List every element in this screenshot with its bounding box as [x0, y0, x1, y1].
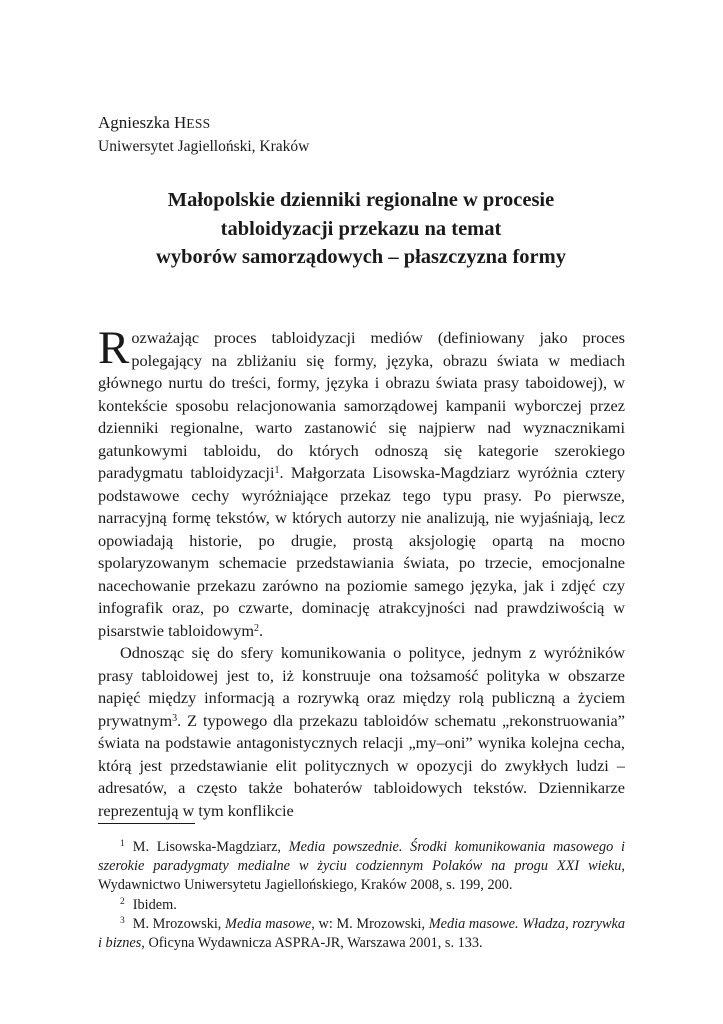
footnote-2-number: 2: [120, 896, 125, 907]
paragraph-1-end: .: [259, 620, 264, 640]
paragraph-1-text-b: . Małgorzata Lisowska-Magdziarz wyróżnia cztery podstawowe cechy wyróżniające przekaz tego typu prasy. Po pierwsze, narracyjną formę tekstów, w których autorzy nie analizują, nie wyjaśniają, lecz opowiadają historie, po drugie, prostą aksjologię opartą na mocno spolaryzowanym schemacie przedstawiania świata, po trzecie, emocjonalne nacechowanie przekazu zarówno na poziomie samego języka, jak i zdjęć czy infografik oraz, po czwarte, dominację atrakcyjności nad prawdziwością w pisarstwie tabloidowym: [98, 463, 625, 640]
author-surname-small-caps: ESS: [186, 116, 211, 131]
author-first-name: Agnieszka H: [98, 113, 187, 132]
footnote-2: [98, 896, 625, 915]
paragraph-2-text-b: . Z typowego dla przekazu tabloidów schematu „rekonstruowania” świata na podstawie antagonistycznych relacji „my–oni” wynika kolejna cecha, którą jest przedstawianie elit politycznych w opozycji do zwykłych ludzi – adresatów, a często także bohaterów tabloidowych tekstów. Dziennikarze reprezentują w tym konflikcie: [98, 710, 625, 820]
article-body: [98, 322, 625, 822]
title-line-3: wyborów samorządowych – płaszczyzna formy: [156, 246, 566, 268]
footnote-ref-3[interactable]: 3: [172, 712, 178, 724]
footnote-separator: [98, 823, 195, 824]
author-affiliation: Uniwersytet Jagielloński, Kraków: [98, 138, 310, 155]
footnote-1-number: 1: [120, 839, 125, 849]
footnote-3: [98, 915, 625, 953]
paragraph-1-text-a: ozważając proces tabloidyzacji mediów (definiowany jako proces polegający na zbliżaniu się formy, języka, obrazu świata w mediach głównego nurtu do treści, formy, języka i obrazu świata prasy taboidowej), w kontekście sposobu relacjonowania samorządowej kampanii wyborczej przez dzienniki regionalne, warto zastanowić się najpierw nad wyznacznikami gatunkowymi tabloidu, do których odnoszą się kategorie szerokiego paradygmatu tabloidyzacji: [98, 328, 625, 482]
footnote-ref-2[interactable]: 2: [254, 622, 260, 634]
article-title: [98, 186, 624, 272]
footnote-2-text: Ibidem.: [132, 896, 177, 913]
footnote-3-author: M. Mrozowski,: [132, 915, 226, 932]
footnote-1: [98, 838, 625, 896]
title-line-2: tabloidyzacji przekazu na temat: [220, 217, 502, 240]
title-line-1: Małopolskie dzienniki regionalne w procesie: [167, 189, 555, 211]
footnotes: [98, 838, 625, 953]
drop-cap: R: [98, 322, 130, 374]
paragraph-2: [98, 642, 625, 822]
footnote-1-title: Media powszednie. Środki komunikowania masowego i szerokie paradygmaty medialne w życiu codziennym Polaków na progu XXI wieku: [98, 839, 625, 875]
footnote-1-publisher: , Wydawnictwo Uniwersytetu Jagiellońskiego, Kraków 2008, s. 199, 200.: [98, 858, 625, 894]
footnote-ref-1[interactable]: 1: [274, 465, 280, 476]
footnote-3-title-1: Media masowe: [225, 915, 312, 932]
footnote-1-author: M. Lisowska-Magdziarz,: [132, 839, 289, 855]
footnote-3-connector: , w: M. Mrozowski,: [311, 915, 429, 932]
paragraph-1: [98, 322, 625, 642]
author-name: [98, 112, 210, 135]
paragraph-2-text-a: Odnosząc się do sfery komunikowania o polityce, jednym z wyróżników prasy tabloidowej jest to, iż konstruuje ona tożsamość polityka w obszarze napięć między informacją a rozrywką oraz między rolą publiczną a życiem prywatnym: [98, 643, 625, 730]
footnote-3-title-2: Media masowe. Władza, rozrywka i biznes: [98, 915, 625, 952]
footnote-3-number: 3: [120, 915, 125, 926]
footnote-3-publisher: , Oficyna Wydawnicza ASPRA-JR, Warszawa 2001, s. 133.: [141, 935, 483, 952]
